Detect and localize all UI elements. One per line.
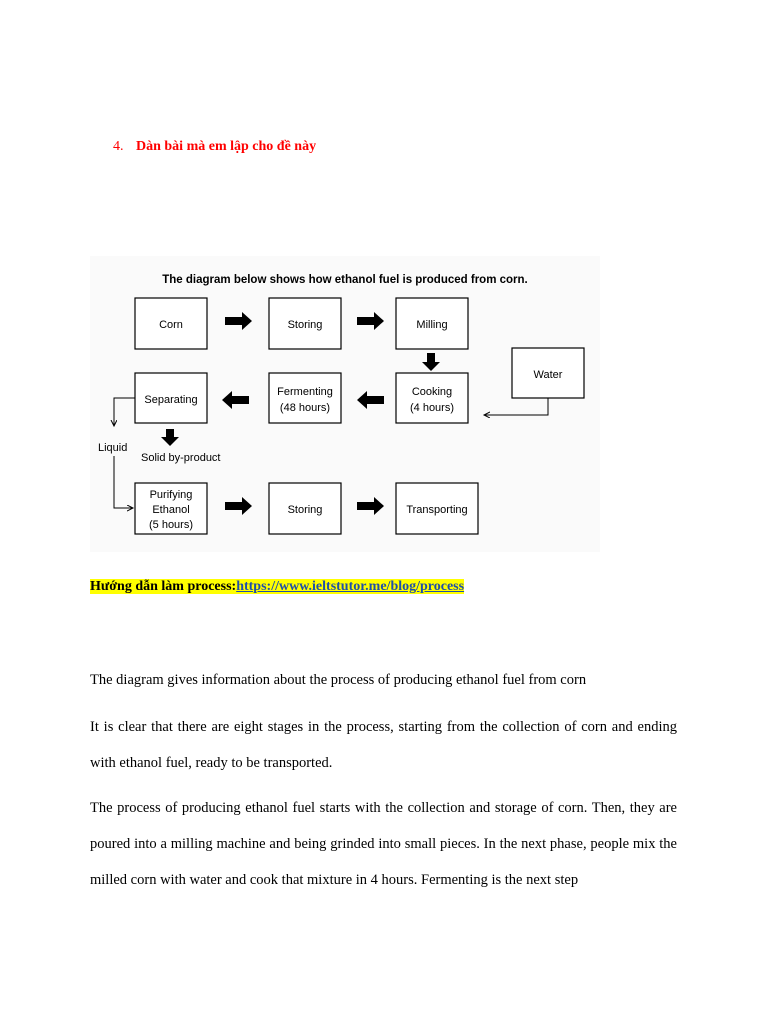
section-heading <box>113 139 316 155</box>
svg-text:Fermenting: Fermenting <box>277 386 333 398</box>
svg-text:Water: Water <box>533 369 563 381</box>
heading-number: 4. <box>113 139 124 154</box>
diagram-title: The diagram below shows how ethanol fuel is produced from corn. <box>162 274 528 286</box>
svg-text:Storing: Storing <box>287 504 323 516</box>
process-guide <box>90 579 464 595</box>
heading-text: Dàn bài mà em lập cho đề này <box>136 139 317 154</box>
label-solid-by-product: Solid by-product <box>141 452 221 464</box>
svg-text:Ethanol: Ethanol <box>152 504 190 516</box>
svg-text:Transporting: Transporting <box>406 504 468 516</box>
label-liquid: Liquid <box>98 442 128 454</box>
svg-text:(4 hours): (4 hours) <box>409 402 455 414</box>
paragraph-body: The process of producing ethanol fuel starts with the collection and storage of corn. Then, they are poured into a milling machine and being grinded into small pieces. In the next phase, people mix the milled corn with water and cook that mixture in 4 hours. Fermenting is the next step <box>90 800 677 888</box>
paragraph-intro: The diagram gives information about the process of producing ethanol fuel from corn <box>90 672 587 688</box>
svg-text:Storing: Storing <box>287 319 323 331</box>
box-storing <box>269 298 341 349</box>
box-corn <box>135 298 207 349</box>
svg-text:Cooking: Cooking <box>411 386 453 398</box>
svg-text:(48 hours): (48 hours) <box>279 402 331 414</box>
svg-text:Separating: Separating <box>144 394 198 406</box>
guide-label: Hướng dẫn làm process: <box>90 579 237 594</box>
box-storing-2 <box>269 483 341 534</box>
box-milling <box>396 298 468 349</box>
box-fermenting <box>269 373 341 423</box>
svg-text:Milling: Milling <box>416 319 448 331</box>
box-water <box>512 348 584 398</box>
svg-text:Purifying: Purifying <box>149 489 193 501</box>
box-cooking <box>396 373 468 423</box>
guide-highlight <box>90 579 464 594</box>
box-separating <box>135 373 207 423</box>
svg-text:Corn: Corn <box>159 319 183 331</box>
guide-link[interactable]: https://www.ieltstutor.me/blog/process <box>236 579 465 594</box>
box-purifying-ethanol <box>135 483 207 534</box>
process-diagram <box>90 256 600 557</box>
box-transporting <box>396 483 478 534</box>
paragraph-overview: It is clear that there are eight stages in the process, starting from the collection of corn and ending with ethanol fuel, ready to be transported. <box>90 719 677 771</box>
svg-text:(5 hours): (5 hours) <box>148 519 194 531</box>
